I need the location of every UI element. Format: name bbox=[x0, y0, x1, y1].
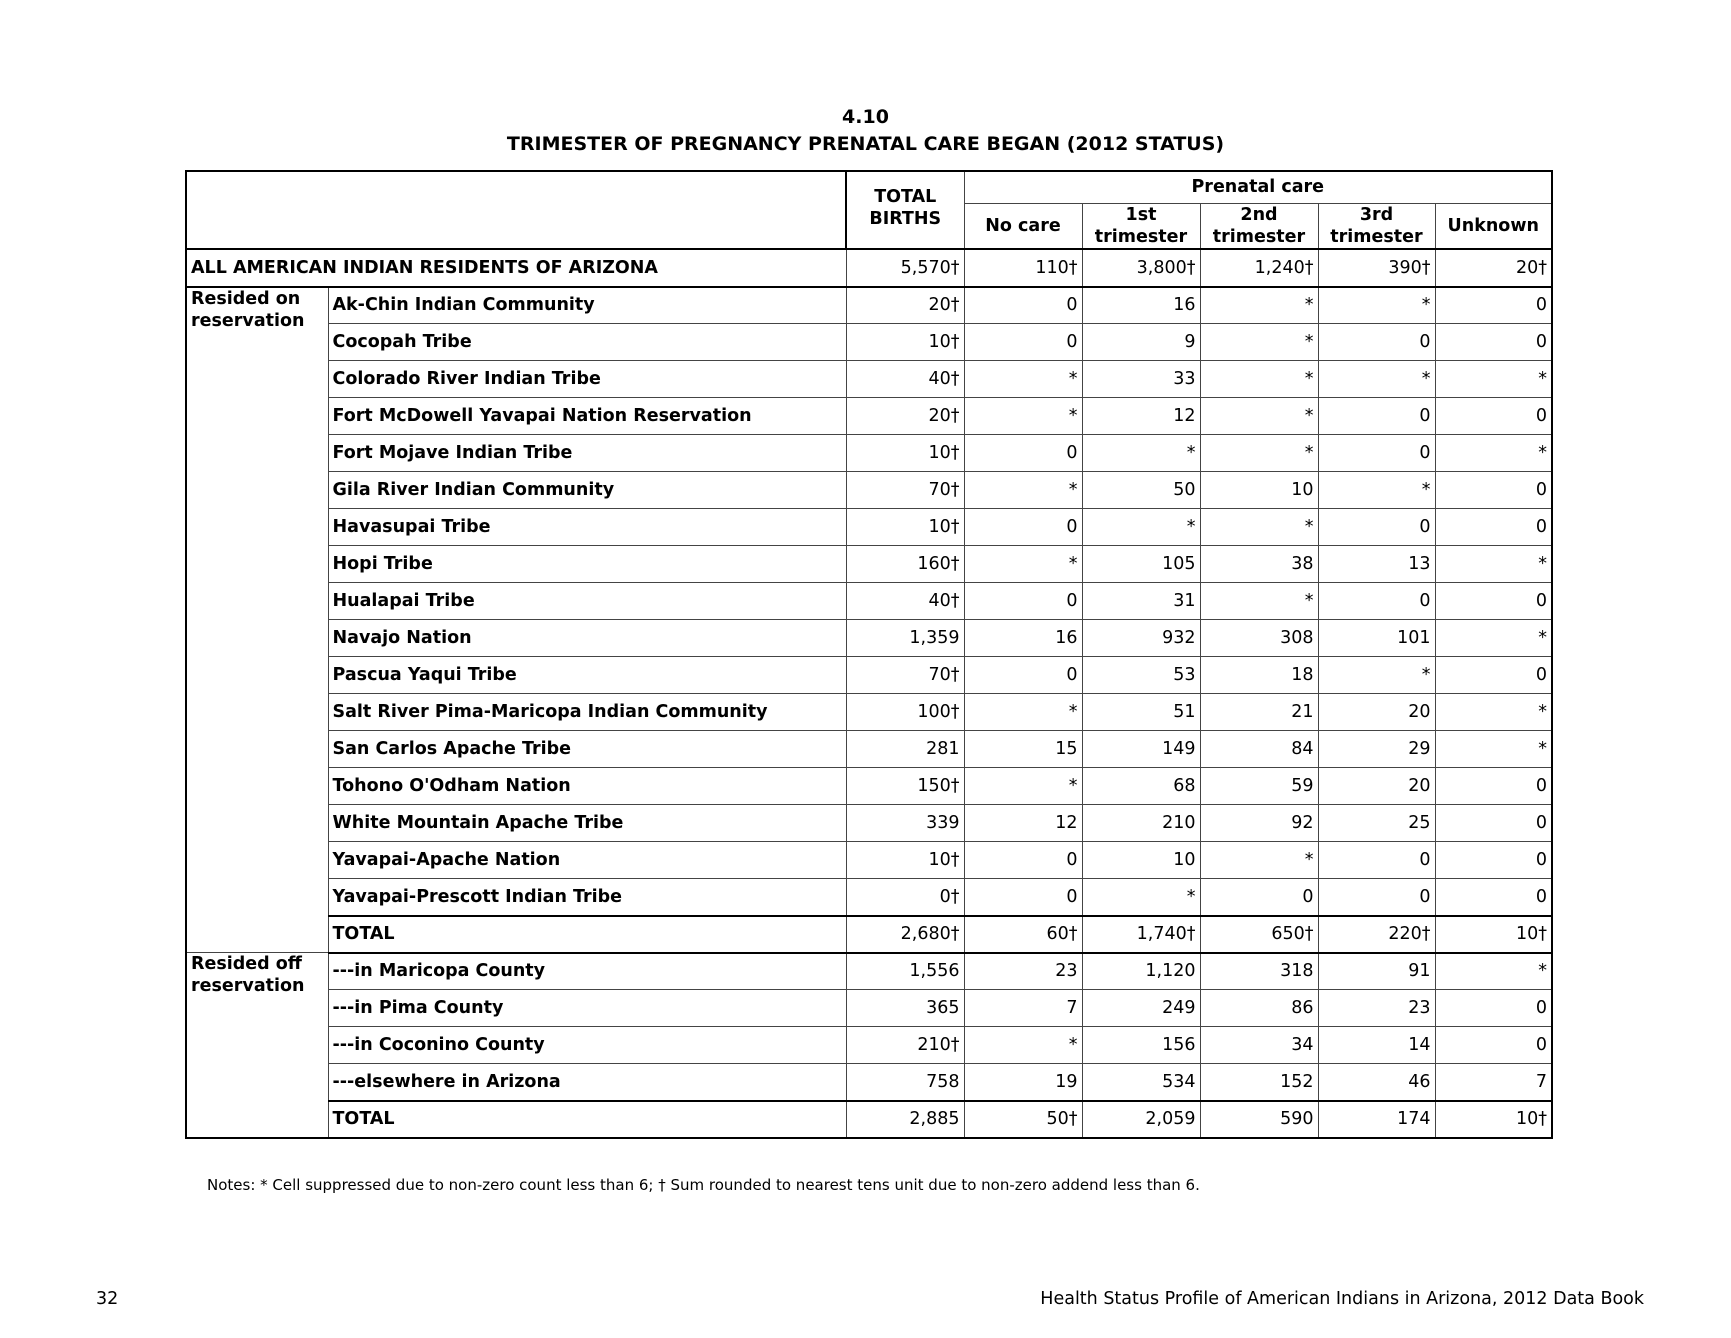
row-label: Yavapai-Prescott Indian Tribe bbox=[328, 879, 846, 916]
cell-1st-trimester: 50 bbox=[1082, 472, 1200, 509]
cell-total-births: 758 bbox=[846, 1064, 964, 1101]
prenatal-care-table bbox=[185, 170, 1553, 1139]
header-2nd-trimester: 2nd trimester bbox=[1200, 203, 1318, 249]
cell-3rd-trimester: 0 bbox=[1318, 509, 1435, 546]
row-label: Fort McDowell Yavapai Nation Reservation bbox=[328, 398, 846, 435]
cell-total-births: 365 bbox=[846, 990, 964, 1027]
cell-3rd-trimester: 23 bbox=[1318, 990, 1435, 1027]
header-1st-trimester: 1st trimester bbox=[1082, 203, 1200, 249]
cell-3rd-trimester: 20 bbox=[1318, 768, 1435, 805]
cell-unknown: 0 bbox=[1435, 509, 1552, 546]
cell-2nd-trimester: * bbox=[1200, 287, 1318, 324]
cell-2nd-trimester: * bbox=[1200, 361, 1318, 398]
cell-3rd-trimester: 0 bbox=[1318, 842, 1435, 879]
table-notes: Notes: * Cell suppressed due to non-zero count less than 6; † Sum rounded to nearest tens unit due to non-zero addend less than 6. bbox=[207, 1176, 1200, 1194]
row-label: Salt River Pima-Maricopa Indian Community bbox=[328, 694, 846, 731]
cell-2nd-trimester: 84 bbox=[1200, 731, 1318, 768]
cell-3rd-trimester: * bbox=[1318, 287, 1435, 324]
cell-1st-trimester: * bbox=[1082, 879, 1200, 916]
table-row bbox=[186, 324, 1552, 361]
cell-total-births: 150† bbox=[846, 768, 964, 805]
cell-2nd-trimester: * bbox=[1200, 398, 1318, 435]
cell-1st-trimester: 156 bbox=[1082, 1027, 1200, 1064]
table-row bbox=[186, 583, 1552, 620]
cell-3rd-trimester: 20 bbox=[1318, 694, 1435, 731]
cell-3rd-trimester: * bbox=[1318, 657, 1435, 694]
cell-no-care: * bbox=[964, 472, 1082, 509]
cell-unknown: 0 bbox=[1435, 287, 1552, 324]
cell-unknown: * bbox=[1435, 546, 1552, 583]
cell-unknown: 0 bbox=[1435, 1027, 1552, 1064]
cell-2nd-trimester: 21 bbox=[1200, 694, 1318, 731]
cell-2nd-trimester: 1,240† bbox=[1200, 249, 1318, 287]
cell-no-care: 0 bbox=[964, 583, 1082, 620]
cell-unknown: 0 bbox=[1435, 805, 1552, 842]
cell-no-care: 60† bbox=[964, 916, 1082, 953]
cell-3rd-trimester: 14 bbox=[1318, 1027, 1435, 1064]
cell-3rd-trimester: 29 bbox=[1318, 731, 1435, 768]
cell-2nd-trimester: 92 bbox=[1200, 805, 1318, 842]
table-header bbox=[186, 171, 1552, 249]
cell-total-births: 40† bbox=[846, 361, 964, 398]
cell-2nd-trimester: 318 bbox=[1200, 953, 1318, 990]
table-row bbox=[186, 768, 1552, 805]
header-corner-cell bbox=[186, 171, 846, 249]
cell-total-births: 10† bbox=[846, 324, 964, 361]
cell-unknown: 0 bbox=[1435, 398, 1552, 435]
cell-2nd-trimester: 34 bbox=[1200, 1027, 1318, 1064]
cell-unknown: * bbox=[1435, 435, 1552, 472]
cell-total-births: 2,885 bbox=[846, 1101, 964, 1138]
table-row bbox=[186, 1027, 1552, 1064]
cell-1st-trimester: 9 bbox=[1082, 324, 1200, 361]
row-label: Cocopah Tribe bbox=[328, 324, 846, 361]
group-label-on-reservation: Resided on reservation bbox=[186, 287, 328, 953]
cell-no-care: 7 bbox=[964, 990, 1082, 1027]
cell-total-births: 1,359 bbox=[846, 620, 964, 657]
cell-total-births: 210† bbox=[846, 1027, 964, 1064]
cell-total-births: 20† bbox=[846, 287, 964, 324]
table-row bbox=[186, 509, 1552, 546]
page-number: 32 bbox=[96, 1289, 119, 1309]
header-3rd-trimester: 3rd trimester bbox=[1318, 203, 1435, 249]
cell-unknown: 20† bbox=[1435, 249, 1552, 287]
cell-unknown: * bbox=[1435, 694, 1552, 731]
table-row bbox=[186, 731, 1552, 768]
cell-2nd-trimester: 0 bbox=[1200, 879, 1318, 916]
cell-3rd-trimester: 0 bbox=[1318, 583, 1435, 620]
cell-unknown: * bbox=[1435, 620, 1552, 657]
cell-1st-trimester: 3,800† bbox=[1082, 249, 1200, 287]
cell-total-births: 1,556 bbox=[846, 953, 964, 990]
cell-total-births: 160† bbox=[846, 546, 964, 583]
row-label: San Carlos Apache Tribe bbox=[328, 731, 846, 768]
cell-3rd-trimester: 220† bbox=[1318, 916, 1435, 953]
table-row bbox=[186, 472, 1552, 509]
cell-no-care: 15 bbox=[964, 731, 1082, 768]
cell-no-care: 0 bbox=[964, 879, 1082, 916]
table-row bbox=[186, 953, 1552, 990]
table-row bbox=[186, 990, 1552, 1027]
cell-3rd-trimester: 0 bbox=[1318, 435, 1435, 472]
row-label: Ak-Chin Indian Community bbox=[328, 287, 846, 324]
row-label: Pascua Yaqui Tribe bbox=[328, 657, 846, 694]
cell-2nd-trimester: 10 bbox=[1200, 472, 1318, 509]
cell-1st-trimester: 249 bbox=[1082, 990, 1200, 1027]
header-unknown: Unknown bbox=[1435, 203, 1552, 249]
cell-total-births: 281 bbox=[846, 731, 964, 768]
cell-1st-trimester: 1,120 bbox=[1082, 953, 1200, 990]
row-label: ---in Coconino County bbox=[328, 1027, 846, 1064]
row-label: Colorado River Indian Tribe bbox=[328, 361, 846, 398]
cell-2nd-trimester: 38 bbox=[1200, 546, 1318, 583]
cell-unknown: 0 bbox=[1435, 879, 1552, 916]
row-label: Havasupai Tribe bbox=[328, 509, 846, 546]
cell-3rd-trimester: 46 bbox=[1318, 1064, 1435, 1101]
cell-3rd-trimester: 13 bbox=[1318, 546, 1435, 583]
table-title: TRIMESTER OF PREGNANCY PRENATAL CARE BEGAN (2012 STATUS) bbox=[506, 133, 1225, 155]
row-label: ---in Maricopa County bbox=[328, 953, 846, 990]
cell-no-care: * bbox=[964, 694, 1082, 731]
row-label: ---elsewhere in Arizona bbox=[328, 1064, 846, 1101]
cell-3rd-trimester: 101 bbox=[1318, 620, 1435, 657]
cell-1st-trimester: 105 bbox=[1082, 546, 1200, 583]
cell-no-care: 0 bbox=[964, 324, 1082, 361]
table-row bbox=[186, 694, 1552, 731]
cell-2nd-trimester: 590 bbox=[1200, 1101, 1318, 1138]
table-row bbox=[186, 398, 1552, 435]
cell-1st-trimester: 1,740† bbox=[1082, 916, 1200, 953]
table-row bbox=[186, 435, 1552, 472]
cell-unknown: 0 bbox=[1435, 657, 1552, 694]
cell-3rd-trimester: 174 bbox=[1318, 1101, 1435, 1138]
table-title-block bbox=[0, 104, 1731, 158]
cell-3rd-trimester: 25 bbox=[1318, 805, 1435, 842]
cell-1st-trimester: 10 bbox=[1082, 842, 1200, 879]
cell-1st-trimester: 2,059 bbox=[1082, 1101, 1200, 1138]
cell-1st-trimester: 53 bbox=[1082, 657, 1200, 694]
cell-total-births: 10† bbox=[846, 509, 964, 546]
cell-2nd-trimester: 18 bbox=[1200, 657, 1318, 694]
cell-1st-trimester: 33 bbox=[1082, 361, 1200, 398]
row-label: TOTAL bbox=[328, 916, 846, 953]
cell-unknown: 10† bbox=[1435, 1101, 1552, 1138]
cell-total-births: 0† bbox=[846, 879, 964, 916]
cell-no-care: * bbox=[964, 361, 1082, 398]
cell-3rd-trimester: 390† bbox=[1318, 249, 1435, 287]
cell-1st-trimester: * bbox=[1082, 509, 1200, 546]
book-title: Health Status Profile of American Indians in Arizona, 2012 Data Book bbox=[1040, 1289, 1644, 1309]
table-row bbox=[186, 842, 1552, 879]
cell-no-care: 23 bbox=[964, 953, 1082, 990]
cell-total-births: 20† bbox=[846, 398, 964, 435]
table-row bbox=[186, 879, 1552, 916]
cell-unknown: 0 bbox=[1435, 472, 1552, 509]
cell-total-births: 40† bbox=[846, 583, 964, 620]
cell-unknown: * bbox=[1435, 361, 1552, 398]
cell-no-care: 16 bbox=[964, 620, 1082, 657]
cell-no-care: 19 bbox=[964, 1064, 1082, 1101]
table-row bbox=[186, 657, 1552, 694]
cell-unknown: 0 bbox=[1435, 768, 1552, 805]
cell-1st-trimester: 534 bbox=[1082, 1064, 1200, 1101]
cell-unknown: 10† bbox=[1435, 916, 1552, 953]
cell-1st-trimester: 51 bbox=[1082, 694, 1200, 731]
cell-total-births: 5,570† bbox=[846, 249, 964, 287]
cell-2nd-trimester: 59 bbox=[1200, 768, 1318, 805]
cell-2nd-trimester: 86 bbox=[1200, 990, 1318, 1027]
table-row bbox=[186, 361, 1552, 398]
row-label: White Mountain Apache Tribe bbox=[328, 805, 846, 842]
table-number: 4.10 bbox=[842, 106, 889, 128]
table-row-total-on-reservation bbox=[186, 916, 1552, 953]
cell-3rd-trimester: 0 bbox=[1318, 879, 1435, 916]
cell-unknown: * bbox=[1435, 731, 1552, 768]
row-label: Fort Mojave Indian Tribe bbox=[328, 435, 846, 472]
cell-3rd-trimester: * bbox=[1318, 361, 1435, 398]
cell-no-care: * bbox=[964, 546, 1082, 583]
cell-unknown: 0 bbox=[1435, 842, 1552, 879]
cell-1st-trimester: 16 bbox=[1082, 287, 1200, 324]
cell-unknown: 0 bbox=[1435, 324, 1552, 361]
cell-2nd-trimester: * bbox=[1200, 842, 1318, 879]
table-row bbox=[186, 620, 1552, 657]
cell-no-care: 0 bbox=[964, 287, 1082, 324]
cell-no-care: * bbox=[964, 398, 1082, 435]
row-label: ALL AMERICAN INDIAN RESIDENTS OF ARIZONA bbox=[186, 249, 846, 287]
table-row bbox=[186, 546, 1552, 583]
table-row bbox=[186, 1064, 1552, 1101]
cell-3rd-trimester: 0 bbox=[1318, 324, 1435, 361]
cell-no-care: 110† bbox=[964, 249, 1082, 287]
cell-unknown: 7 bbox=[1435, 1064, 1552, 1101]
cell-2nd-trimester: 650† bbox=[1200, 916, 1318, 953]
cell-1st-trimester: * bbox=[1082, 435, 1200, 472]
cell-2nd-trimester: * bbox=[1200, 583, 1318, 620]
cell-2nd-trimester: * bbox=[1200, 435, 1318, 472]
cell-2nd-trimester: 152 bbox=[1200, 1064, 1318, 1101]
header-prenatal-care: Prenatal care bbox=[964, 171, 1552, 203]
cell-total-births: 70† bbox=[846, 657, 964, 694]
row-label: Navajo Nation bbox=[328, 620, 846, 657]
cell-total-births: 10† bbox=[846, 842, 964, 879]
cell-total-births: 70† bbox=[846, 472, 964, 509]
cell-1st-trimester: 149 bbox=[1082, 731, 1200, 768]
row-label: Tohono O'Odham Nation bbox=[328, 768, 846, 805]
cell-no-care: * bbox=[964, 768, 1082, 805]
cell-no-care: 12 bbox=[964, 805, 1082, 842]
cell-total-births: 2,680† bbox=[846, 916, 964, 953]
cell-1st-trimester: 932 bbox=[1082, 620, 1200, 657]
cell-no-care: 0 bbox=[964, 657, 1082, 694]
row-label: TOTAL bbox=[328, 1101, 846, 1138]
cell-3rd-trimester: * bbox=[1318, 472, 1435, 509]
cell-1st-trimester: 12 bbox=[1082, 398, 1200, 435]
header-no-care: No care bbox=[964, 203, 1082, 249]
row-label: ---in Pima County bbox=[328, 990, 846, 1027]
cell-total-births: 10† bbox=[846, 435, 964, 472]
cell-no-care: 0 bbox=[964, 435, 1082, 472]
cell-3rd-trimester: 91 bbox=[1318, 953, 1435, 990]
cell-3rd-trimester: 0 bbox=[1318, 398, 1435, 435]
header-total-births: TOTAL BIRTHS bbox=[846, 171, 964, 249]
cell-no-care: * bbox=[964, 1027, 1082, 1064]
cell-1st-trimester: 68 bbox=[1082, 768, 1200, 805]
row-label: Yavapai-Apache Nation bbox=[328, 842, 846, 879]
cell-1st-trimester: 31 bbox=[1082, 583, 1200, 620]
table-row-total-off-reservation bbox=[186, 1101, 1552, 1138]
cell-unknown: 0 bbox=[1435, 583, 1552, 620]
row-label: Hualapai Tribe bbox=[328, 583, 846, 620]
cell-unknown: 0 bbox=[1435, 990, 1552, 1027]
cell-1st-trimester: 210 bbox=[1082, 805, 1200, 842]
group-label-off-reservation: Resided off reservation bbox=[186, 953, 328, 1138]
cell-no-care: 0 bbox=[964, 842, 1082, 879]
table-row bbox=[186, 805, 1552, 842]
cell-no-care: 50† bbox=[964, 1101, 1082, 1138]
row-label: Hopi Tribe bbox=[328, 546, 846, 583]
cell-2nd-trimester: * bbox=[1200, 324, 1318, 361]
cell-2nd-trimester: 308 bbox=[1200, 620, 1318, 657]
cell-2nd-trimester: * bbox=[1200, 509, 1318, 546]
table-row bbox=[186, 287, 1552, 324]
table-row-all-residents bbox=[186, 249, 1552, 287]
cell-no-care: 0 bbox=[964, 509, 1082, 546]
row-label: Gila River Indian Community bbox=[328, 472, 846, 509]
cell-total-births: 100† bbox=[846, 694, 964, 731]
table-body bbox=[186, 249, 1552, 1138]
cell-total-births: 339 bbox=[846, 805, 964, 842]
cell-unknown: * bbox=[1435, 953, 1552, 990]
